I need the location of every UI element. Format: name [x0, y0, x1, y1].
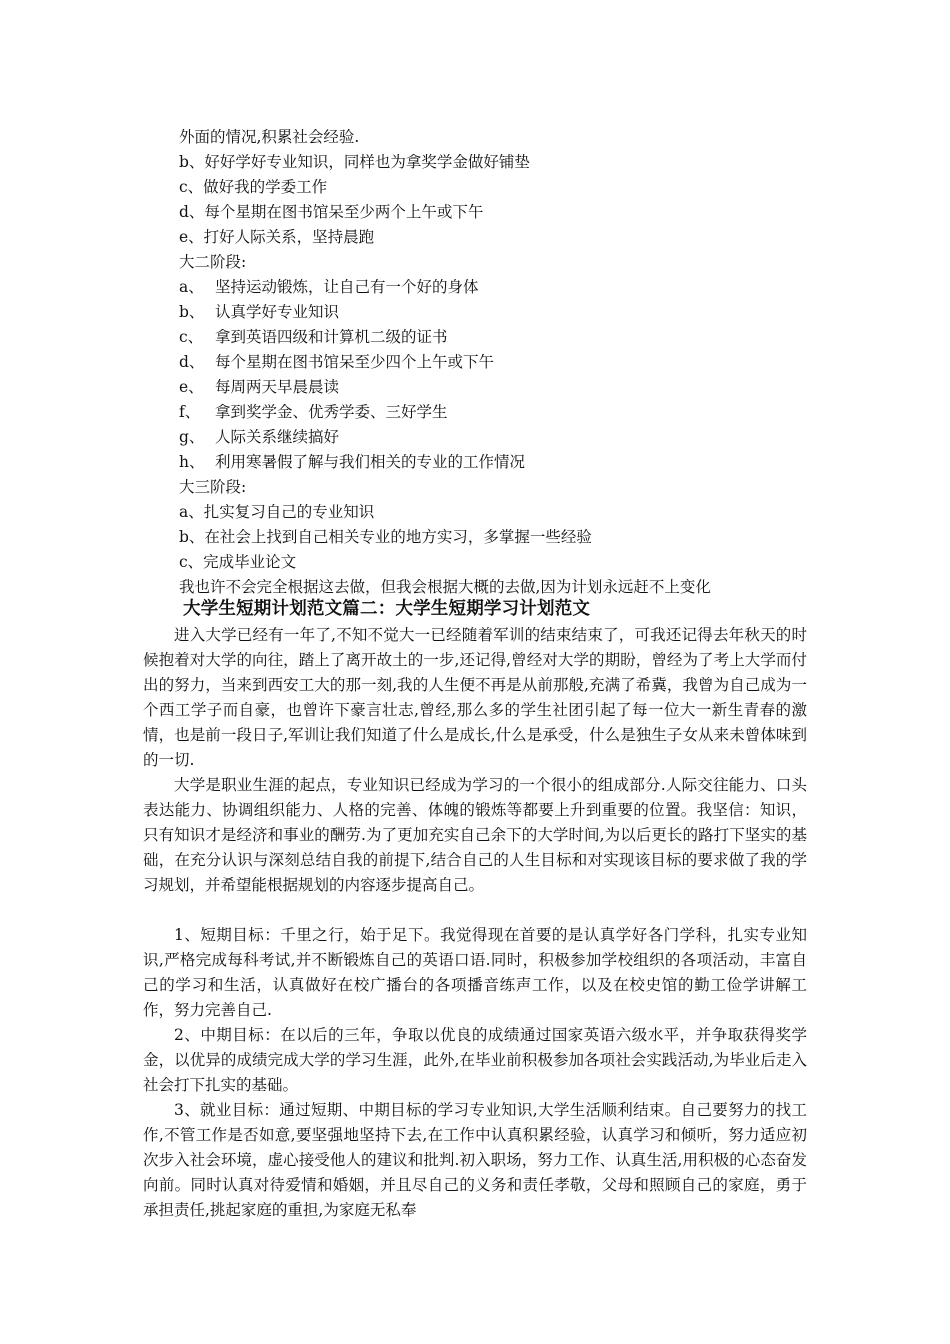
section-title: 大学生短期计划范文篇二：大学生短期学习计划范文: [183, 599, 591, 619]
list-text: 大三阶段:: [179, 478, 247, 496]
list-text: e、打好人际关系，坚持晨跑: [179, 228, 375, 246]
list-label: e、: [179, 378, 204, 396]
list-text: 我也许不会完全根据这去做，但我会根据大概的去做,因为计划永远赶不上变化: [179, 578, 711, 596]
list-label: b、: [179, 303, 205, 321]
list-label: d、: [179, 353, 205, 371]
paragraph-mid-term-goal: 2、中期目标：在以后的三年，争取以优良的成绩通过国家英语六级水平，并争取获得奖学金，以优异的成绩完成大学的学习生涯，此外,在毕业前积极参加各项社会实践活动,为毕业后走入社会打下扎实的基础。: [143, 1026, 807, 1094]
list-text: 每个星期在图书馆呆至少四个上午或下午: [215, 353, 495, 371]
list-line: [179, 550, 296, 575]
list-text: c、做好我的学委工作: [179, 178, 328, 196]
list-text: 拿到英语四级和计算机二级的证书: [215, 328, 448, 346]
list-line: [179, 350, 494, 375]
list-text: b、在社会上找到自己相关专业的地方实习，多掌握一些经验: [179, 528, 592, 546]
list-text: 利用寒暑假了解与我们相关的专业的工作情况: [215, 453, 526, 471]
list-text: 人际关系继续搞好: [215, 428, 340, 446]
paragraph-intro: 进入大学已经有一年了,不知不觉大一已经随着军训的结束结束了，可我还记得去年秋天的时候抱着对大学的向往，踏上了离开故土的一步,还记得,曾经对大学的期盼，曾经为了考上大学而付出的努力，当来到西安工大的那一刻,我的人生便不再是从前那般,充满了希冀，我曾为自己成为一个西工学子而自豪，也曾许下豪言壮志,曾经,那么多的学生社团引起了每一位大一新生青春的激情，也是前一段日子,军训让我们知道了什么是成长,什么是承受，什么是独生子女从来未曾体味到的一切.: [143, 626, 807, 769]
list-line: [179, 425, 339, 450]
stage-heading: [179, 250, 246, 275]
list-text: 大二阶段:: [179, 253, 247, 271]
list-text: c、完成毕业论文: [179, 553, 297, 571]
list-label: a、: [179, 278, 204, 296]
list-text: 外面的情况,积累社会经验.: [179, 128, 360, 146]
stage-heading: [179, 475, 246, 500]
list-text: 每周两天早晨晨读: [215, 378, 340, 396]
list-text: 拿到奖学金、优秀学委、三好学生: [215, 403, 448, 421]
list-label: f、: [179, 403, 201, 421]
list-line: [179, 500, 374, 525]
list-text: a、扎实复习自己的专业知识: [179, 503, 375, 521]
list-line: [179, 400, 448, 425]
list-label: c、: [179, 328, 204, 346]
list-line: [179, 125, 359, 150]
paragraph-career: 大学是职业生涯的起点，专业知识已经成为学习的一个很小的组成部分.人际交往能力、口头表达能力、协调组织能力、人格的完善、体魄的锻炼等都要上升到重要的位置。我坚信：知识，只有知识才是经济和事业的酬劳.为了更加充实自己余下的大学时间,为以后更长的路打下坚实的基础，在充分认识与深刻总结自我的前提下,结合自己的人生目标和对实现该目标的要求做了我的学习规划，并希望能根据规划的内容逐步提高自己。: [143, 776, 807, 894]
list-text: 坚持运动锻炼，让自己有一个好的身体: [215, 278, 479, 296]
list-line: [179, 225, 374, 250]
list-line: [179, 375, 339, 400]
list-line: [179, 525, 592, 550]
list-label: g、: [179, 428, 205, 446]
list-text: d、每个星期在图书馆呆至少两个上午或下午: [179, 203, 484, 221]
list-line: [179, 175, 327, 200]
list-line: [179, 150, 530, 175]
list-text: 认真学好专业知识: [215, 303, 340, 321]
list-line: [179, 275, 479, 300]
list-label: h、: [179, 453, 205, 471]
list-text: b、好好学好专业知识，同样也为拿奖学金做好铺垫: [179, 153, 530, 171]
list-line: [179, 450, 525, 475]
paragraph-short-term-goal: 1、短期目标：千里之行，始于足下。我觉得现在首要的是认真学好各门学科，扎实专业知识,严格完成每科考试,并不断锻炼自己的英语口语.同时，积极参加学校组织的各项活动，丰富自己的学习和生活，认真做好在校广播台的各项播音练声工作，以及在校史馆的勤工俭学讲解工作，努力完善自己.: [143, 926, 807, 1019]
list-line: [179, 200, 483, 225]
paragraph-employment-goal: 3、就业目标：通过短期、中期目标的学习专业知识,大学生活顺利结束。自己要努力的找工作,不管工作是否如意,要坚强地坚持下去,在工作中认真积累经验，认真学习和倾听，努力适应初次步入社会环境，虚心接受他人的建议和批判.初入职场，努力工作、认真生活,用积极的心态奋发向前。同时认真对待爱情和婚姻，并且尽自己的义务和责任孝敬，父母和照顾自己的家庭，勇于承担责任,挑起家庭的重担,为家庭无私奉: [143, 1101, 807, 1219]
list-line: [179, 325, 448, 350]
list-line: [179, 300, 339, 325]
